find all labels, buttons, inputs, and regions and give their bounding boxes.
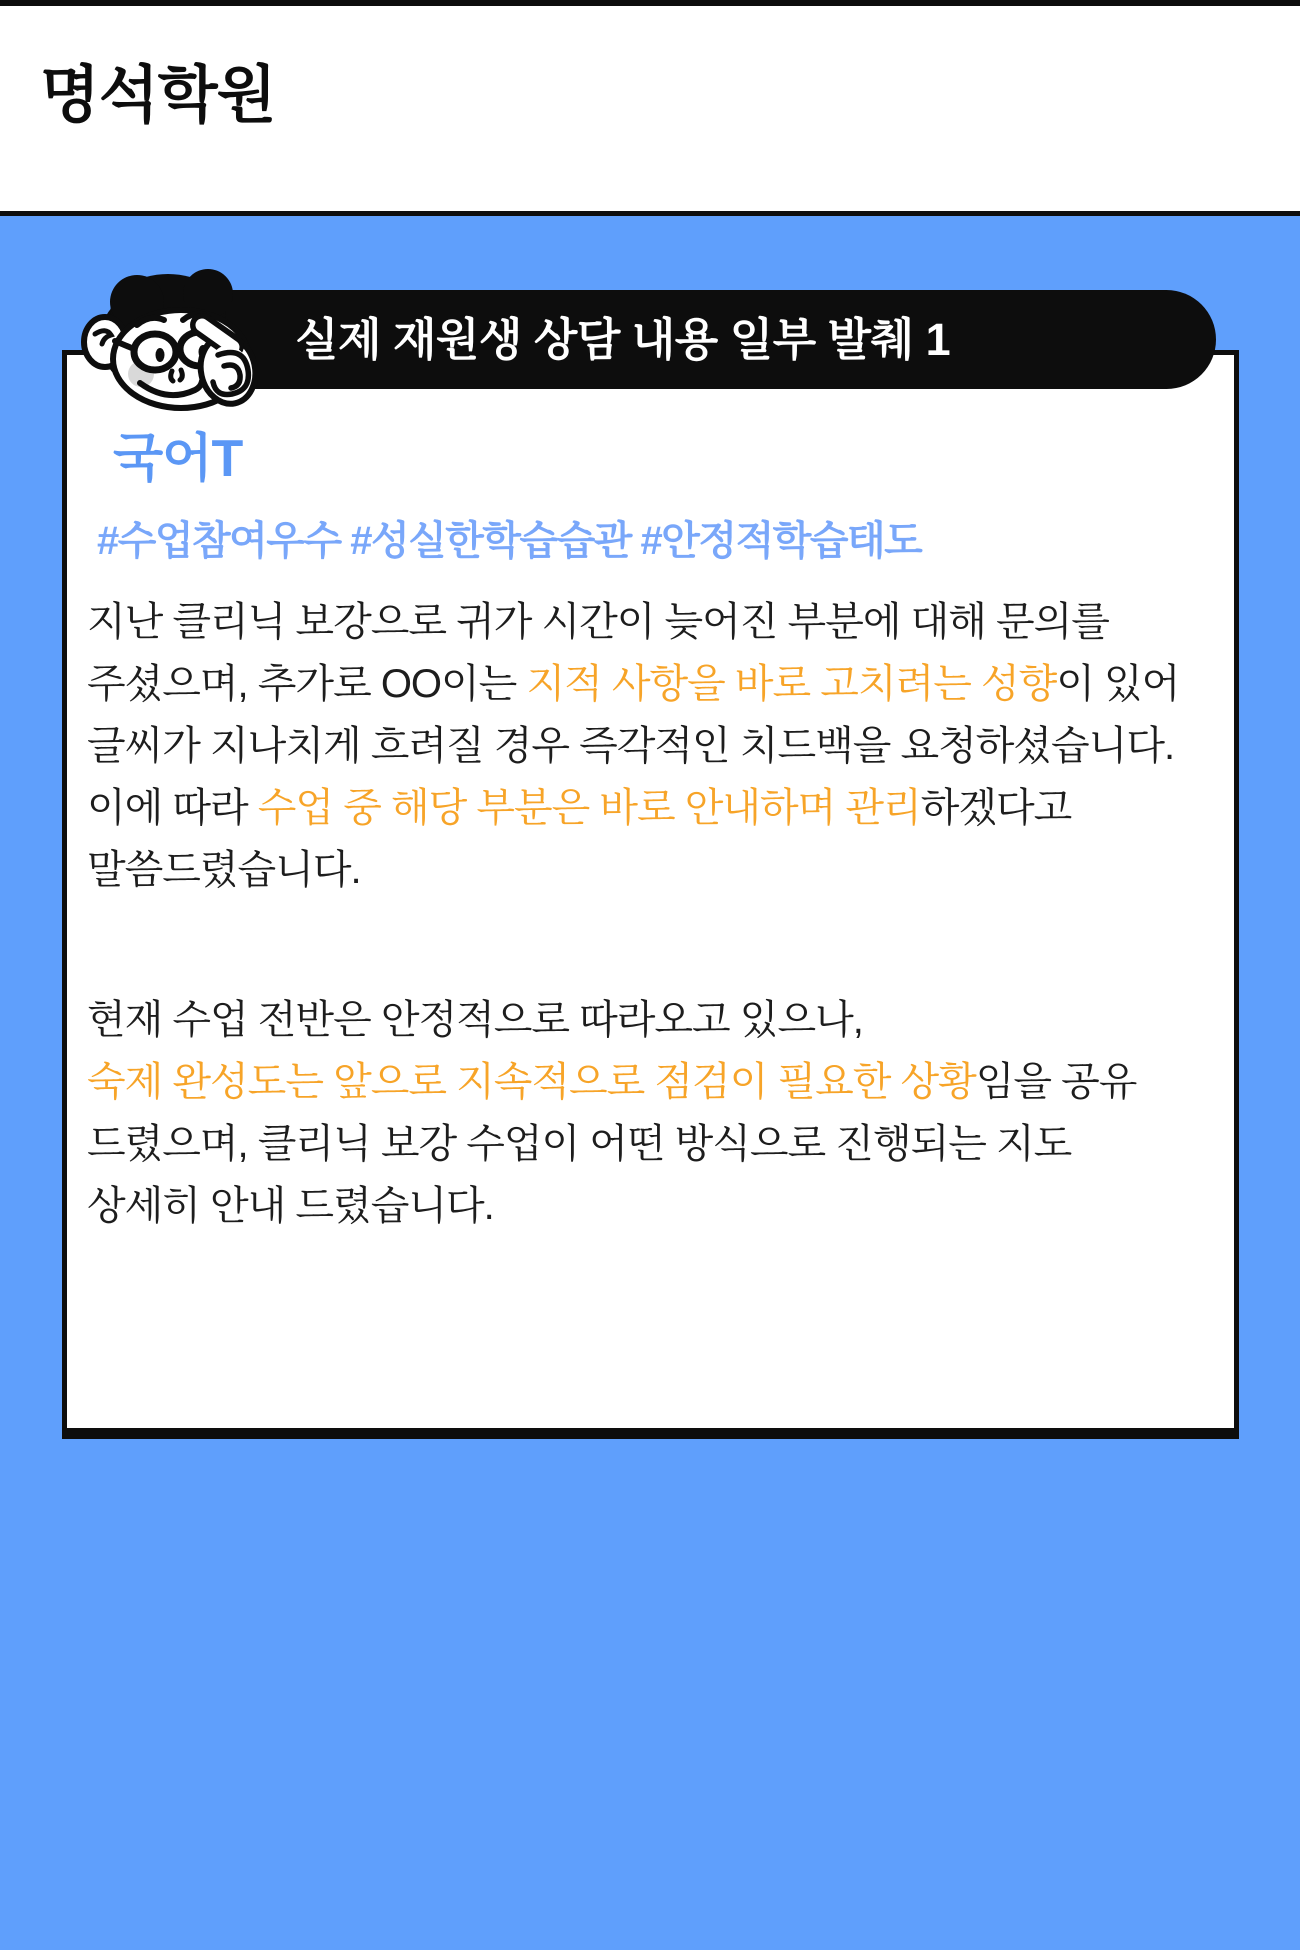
teacher-title: 국어T: [113, 430, 243, 488]
text-segment: 하겠다고: [920, 786, 1072, 830]
text-segment: 상세히 안내 드렸습니다.: [87, 1184, 494, 1228]
text-line: [87, 1051, 1214, 1113]
consult-body: [87, 591, 1214, 1237]
text-line: [87, 1113, 1214, 1175]
text-segment: 이에 따라: [87, 786, 258, 830]
hashtag-line: #수업참여우수 #성실한학습습관 #안정적학습태도: [97, 519, 922, 563]
text-segment: 말씀드렸습니다.: [87, 848, 361, 892]
page-header: [0, 6, 1300, 211]
text-segment: 지난 클리닉 보강으로 귀가 시간이 늦어진 부분에 대해 문의를: [87, 600, 1109, 644]
text-segment: 현재 수업 전반은 안정적으로 따라오고 있으나,: [87, 998, 863, 1042]
highlight-segment: 수업 중 해당 부분은 바로 안내하며 관리: [257, 786, 921, 830]
paragraph: [87, 989, 1214, 1237]
text-line: [87, 989, 1214, 1051]
card-content: [67, 355, 1234, 1237]
text-line: [87, 715, 1214, 777]
highlight-segment: 지적 사항을 바로 고치려는 성향: [526, 662, 1057, 706]
text-segment: 드렸으며, 클리닉 보강 수업이 어떤 방식으로 진행되는 지도: [87, 1122, 1072, 1166]
banner-title: 실제 재원생 상담 내용 일부 발췌 1: [295, 314, 951, 365]
text-segment: 임을 공유: [975, 1060, 1137, 1104]
text-segment: 주셨으며, 추가로 OO이는: [87, 662, 527, 706]
text-segment: 이 있어: [1056, 662, 1180, 706]
text-line: [87, 591, 1214, 653]
text-line: [87, 1175, 1214, 1237]
text-line: [87, 653, 1214, 715]
text-line: [87, 777, 1214, 839]
highlight-segment: 숙제 완성도는 앞으로 지속적으로 점검이 필요한 상황: [87, 1060, 976, 1104]
paragraph: [87, 591, 1214, 901]
text-line: [87, 839, 1214, 901]
academy-logo: 명석학원: [40, 61, 276, 130]
text-segment: 글씨가 지나치게 흐려질 경우 즉각적인 치드백을 요청하셨습니다.: [87, 724, 1175, 768]
